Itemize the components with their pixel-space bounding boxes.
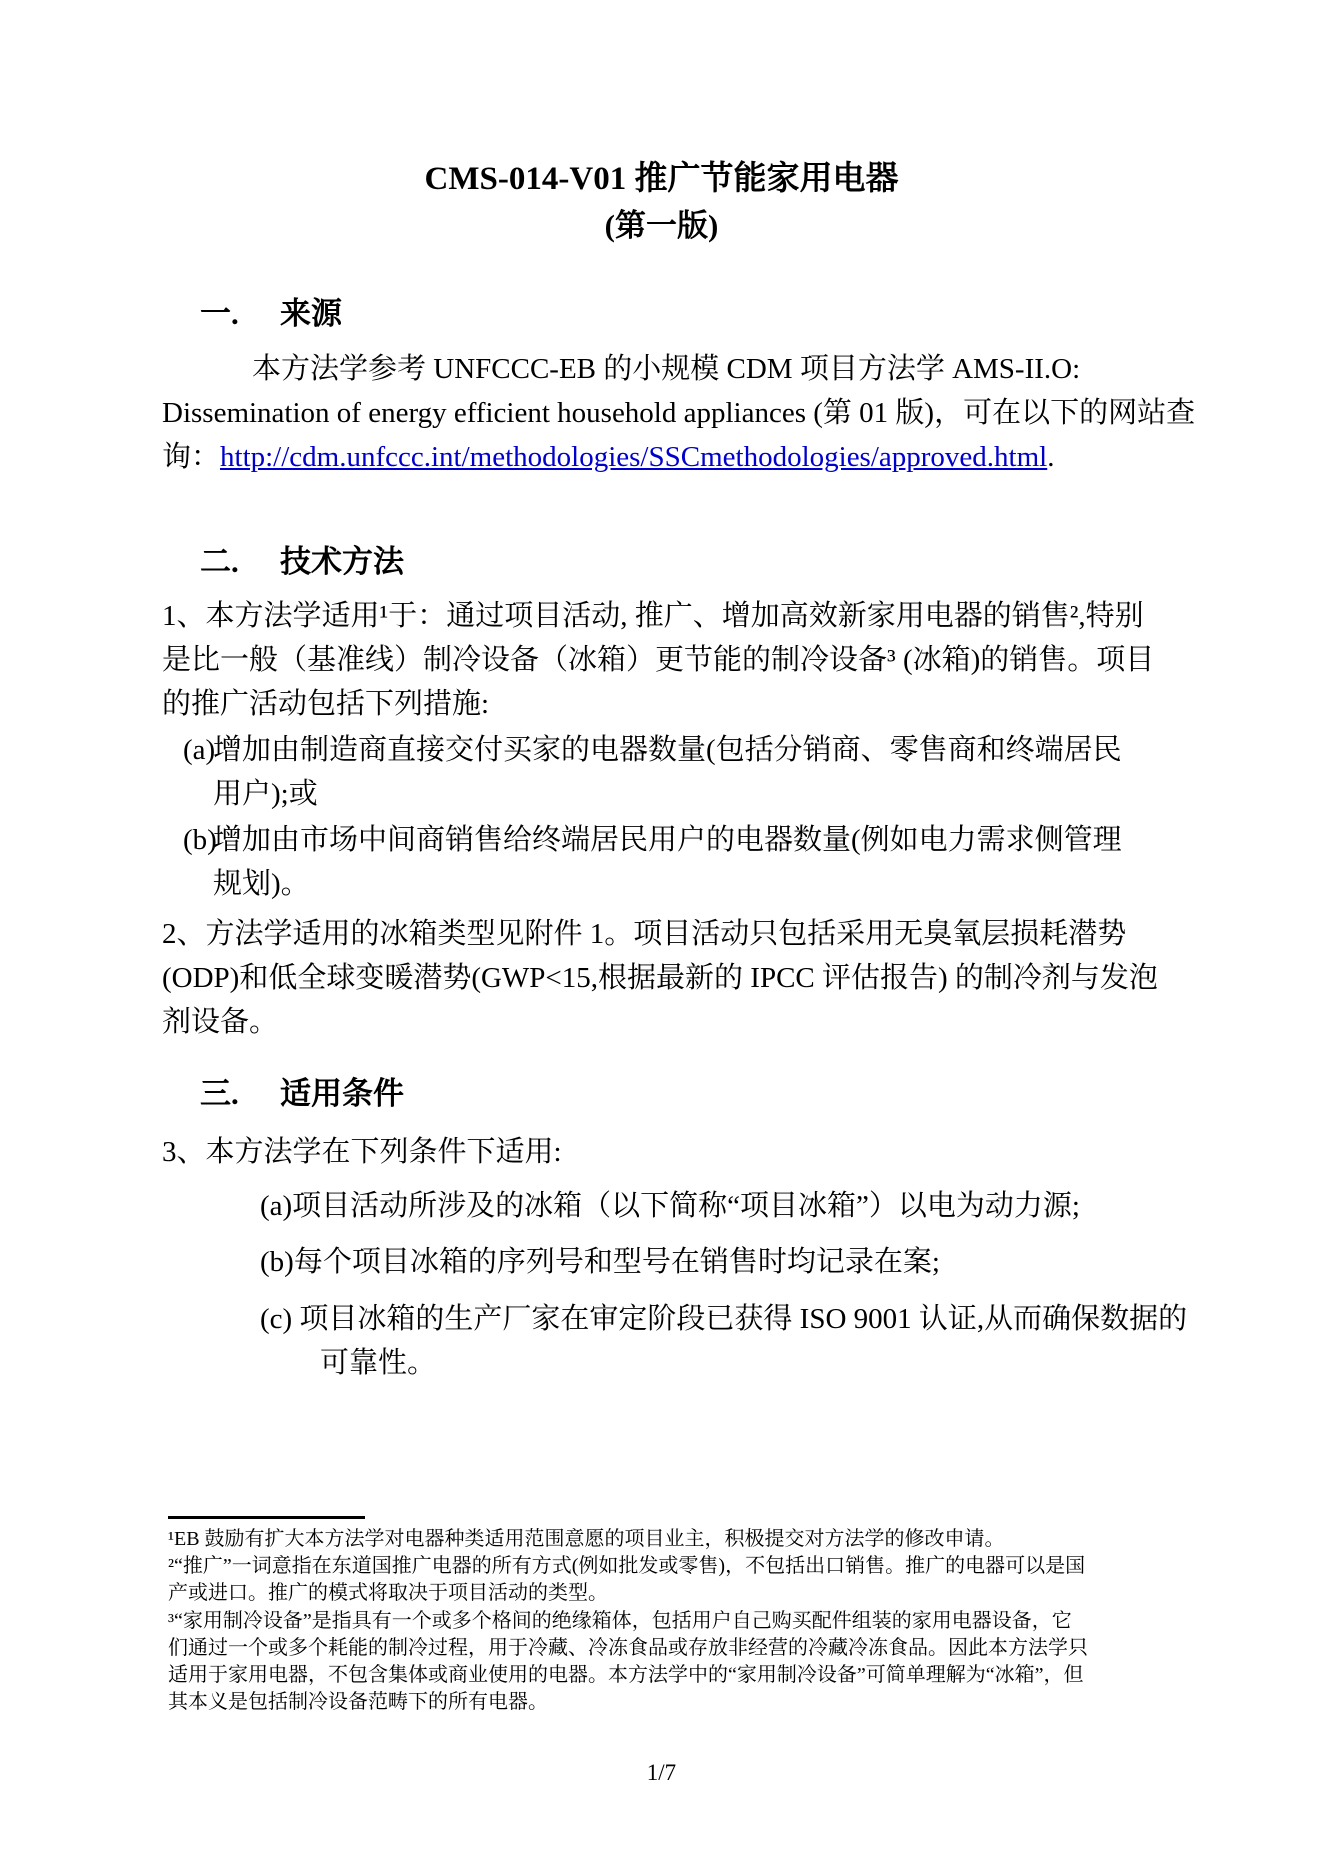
text-line: 1、本方法学适用¹于：通过项目活动, 推广、增加高效新家用电器的销售²,特别 [162, 600, 1144, 632]
section3-intro: 3、本方法学在下列条件下适用: [162, 1136, 562, 1168]
footnote-3-line4: 其本义是包括制冷设备范畴下的所有电器。 [168, 1691, 548, 1714]
section3-number: 三. [200, 1076, 239, 1111]
section2-paragraph-2 [162, 912, 1158, 1044]
section2-paragraph-1 [162, 594, 1158, 726]
item-a-text [213, 728, 1122, 816]
footnotes [168, 1526, 1178, 1716]
document-subtitle: (第一版) [604, 208, 719, 243]
footnote-1: ¹EB 鼓励有扩大本方法学对电器种类适用范围意愿的项目业主，积极提交对方法学的修改申请。 [168, 1528, 1005, 1550]
text-line: 用户);或 [213, 778, 318, 810]
text-line: 的推广活动包括下列措施: [162, 688, 490, 720]
item-b-text [213, 818, 1122, 906]
section1-title: 来源 [280, 296, 342, 331]
page-number: 1/7 [646, 1760, 677, 1785]
text-line: 增加由制造商直接交付买家的电器数量(包括分销商、零售商和终端居民 [213, 734, 1122, 766]
text-line: 增加由市场中间商销售给终端居民用户的电器数量(例如电力需求侧管理 [213, 824, 1122, 856]
footnote-2-line1: ²“推广”一词意指在东道国推广电器的所有方式(例如批发或零售)，不包括出口销售。推广的电器可以是国 [168, 1555, 1086, 1578]
footnote-3-line3: 适用于家用电器，不包含集体或商业使用的电器。本方法学中的“家用制冷设备”可简单理解为“冰箱”，但 [168, 1664, 1084, 1687]
text-line [162, 435, 1158, 479]
text-line: 是比一般（基准线）制冷设备（冰箱）更节能的制冷设备³ (冰箱)的销售。项目 [162, 644, 1155, 676]
condition-c [260, 1297, 1187, 1385]
footnote-2-line2: 产或进口。推广的模式将取决于项目活动的类型。 [168, 1582, 608, 1605]
text-line: 剂设备。 [162, 1006, 279, 1038]
link-suffix: . [1047, 441, 1055, 473]
footnote-separator [168, 1516, 365, 1519]
section1-number: 一. [200, 296, 239, 331]
title-block [0, 156, 1323, 249]
text-line: 本方法学参考 UNFCCC-EB 的小规模 CDM 项目方法学 AMS-II.O: [252, 353, 1081, 385]
footnote-3-line1: ³“家用制冷设备”是指具有一个或多个格间的绝缘箱体，包括用户自己购买配件组装的家用电器设备，它 [168, 1609, 1072, 1632]
text-line: (ODP)和低全球变暖潜势(GWP<15,根据最新的 IPCC 评估报告) 的制冷剂与发泡 [162, 962, 1158, 994]
item-a-label: (a) [183, 734, 216, 766]
document-title: CMS-014-V01 推广节能家用电器 [424, 161, 899, 197]
text-line: (c) 项目冰箱的生产厂家在审定阶段已获得 ISO 9001 认证,从而确保数据的 [260, 1303, 1188, 1335]
section2-heading [200, 542, 404, 582]
measure-item-b [183, 818, 1122, 906]
section3-heading [200, 1074, 404, 1114]
condition-b: (b)每个项目冰箱的序列号和型号在销售时均记录在案; [260, 1246, 940, 1278]
link-prefix: 询： [162, 441, 221, 473]
footnote-3-line2: 们通过一个或多个耗能的制冷过程，用于冷藏、冷冻食品或存放非经营的冷藏冷冻食品。因此本方法学只 [168, 1636, 1088, 1659]
text-line: 可靠性。 [320, 1347, 437, 1379]
text-line: 规划)。 [213, 868, 310, 900]
section1-heading [200, 294, 342, 334]
condition-a: (a)项目活动所涉及的冰箱（以下简称“项目冰箱”）以电为动力源; [260, 1190, 1080, 1222]
methodology-link[interactable]: http://cdm.unfccc.int/methodologies/SSCmethodologies/approved.html [220, 441, 1048, 473]
section2-number: 二. [200, 544, 239, 579]
text-line: Dissemination of energy efficient household appliances (第 01 版)，可在以下的网站查 [162, 397, 1196, 429]
measure-item-a [183, 728, 1122, 816]
section3-title: 适用条件 [280, 1076, 404, 1111]
item-b-label: (b) [183, 824, 217, 856]
section1-paragraph [162, 347, 1196, 479]
section2-title: 技术方法 [280, 544, 404, 579]
text-line: 2、方法学适用的冰箱类型见附件 1。项目活动只包括采用无臭氧层损耗潜势 [162, 918, 1127, 950]
